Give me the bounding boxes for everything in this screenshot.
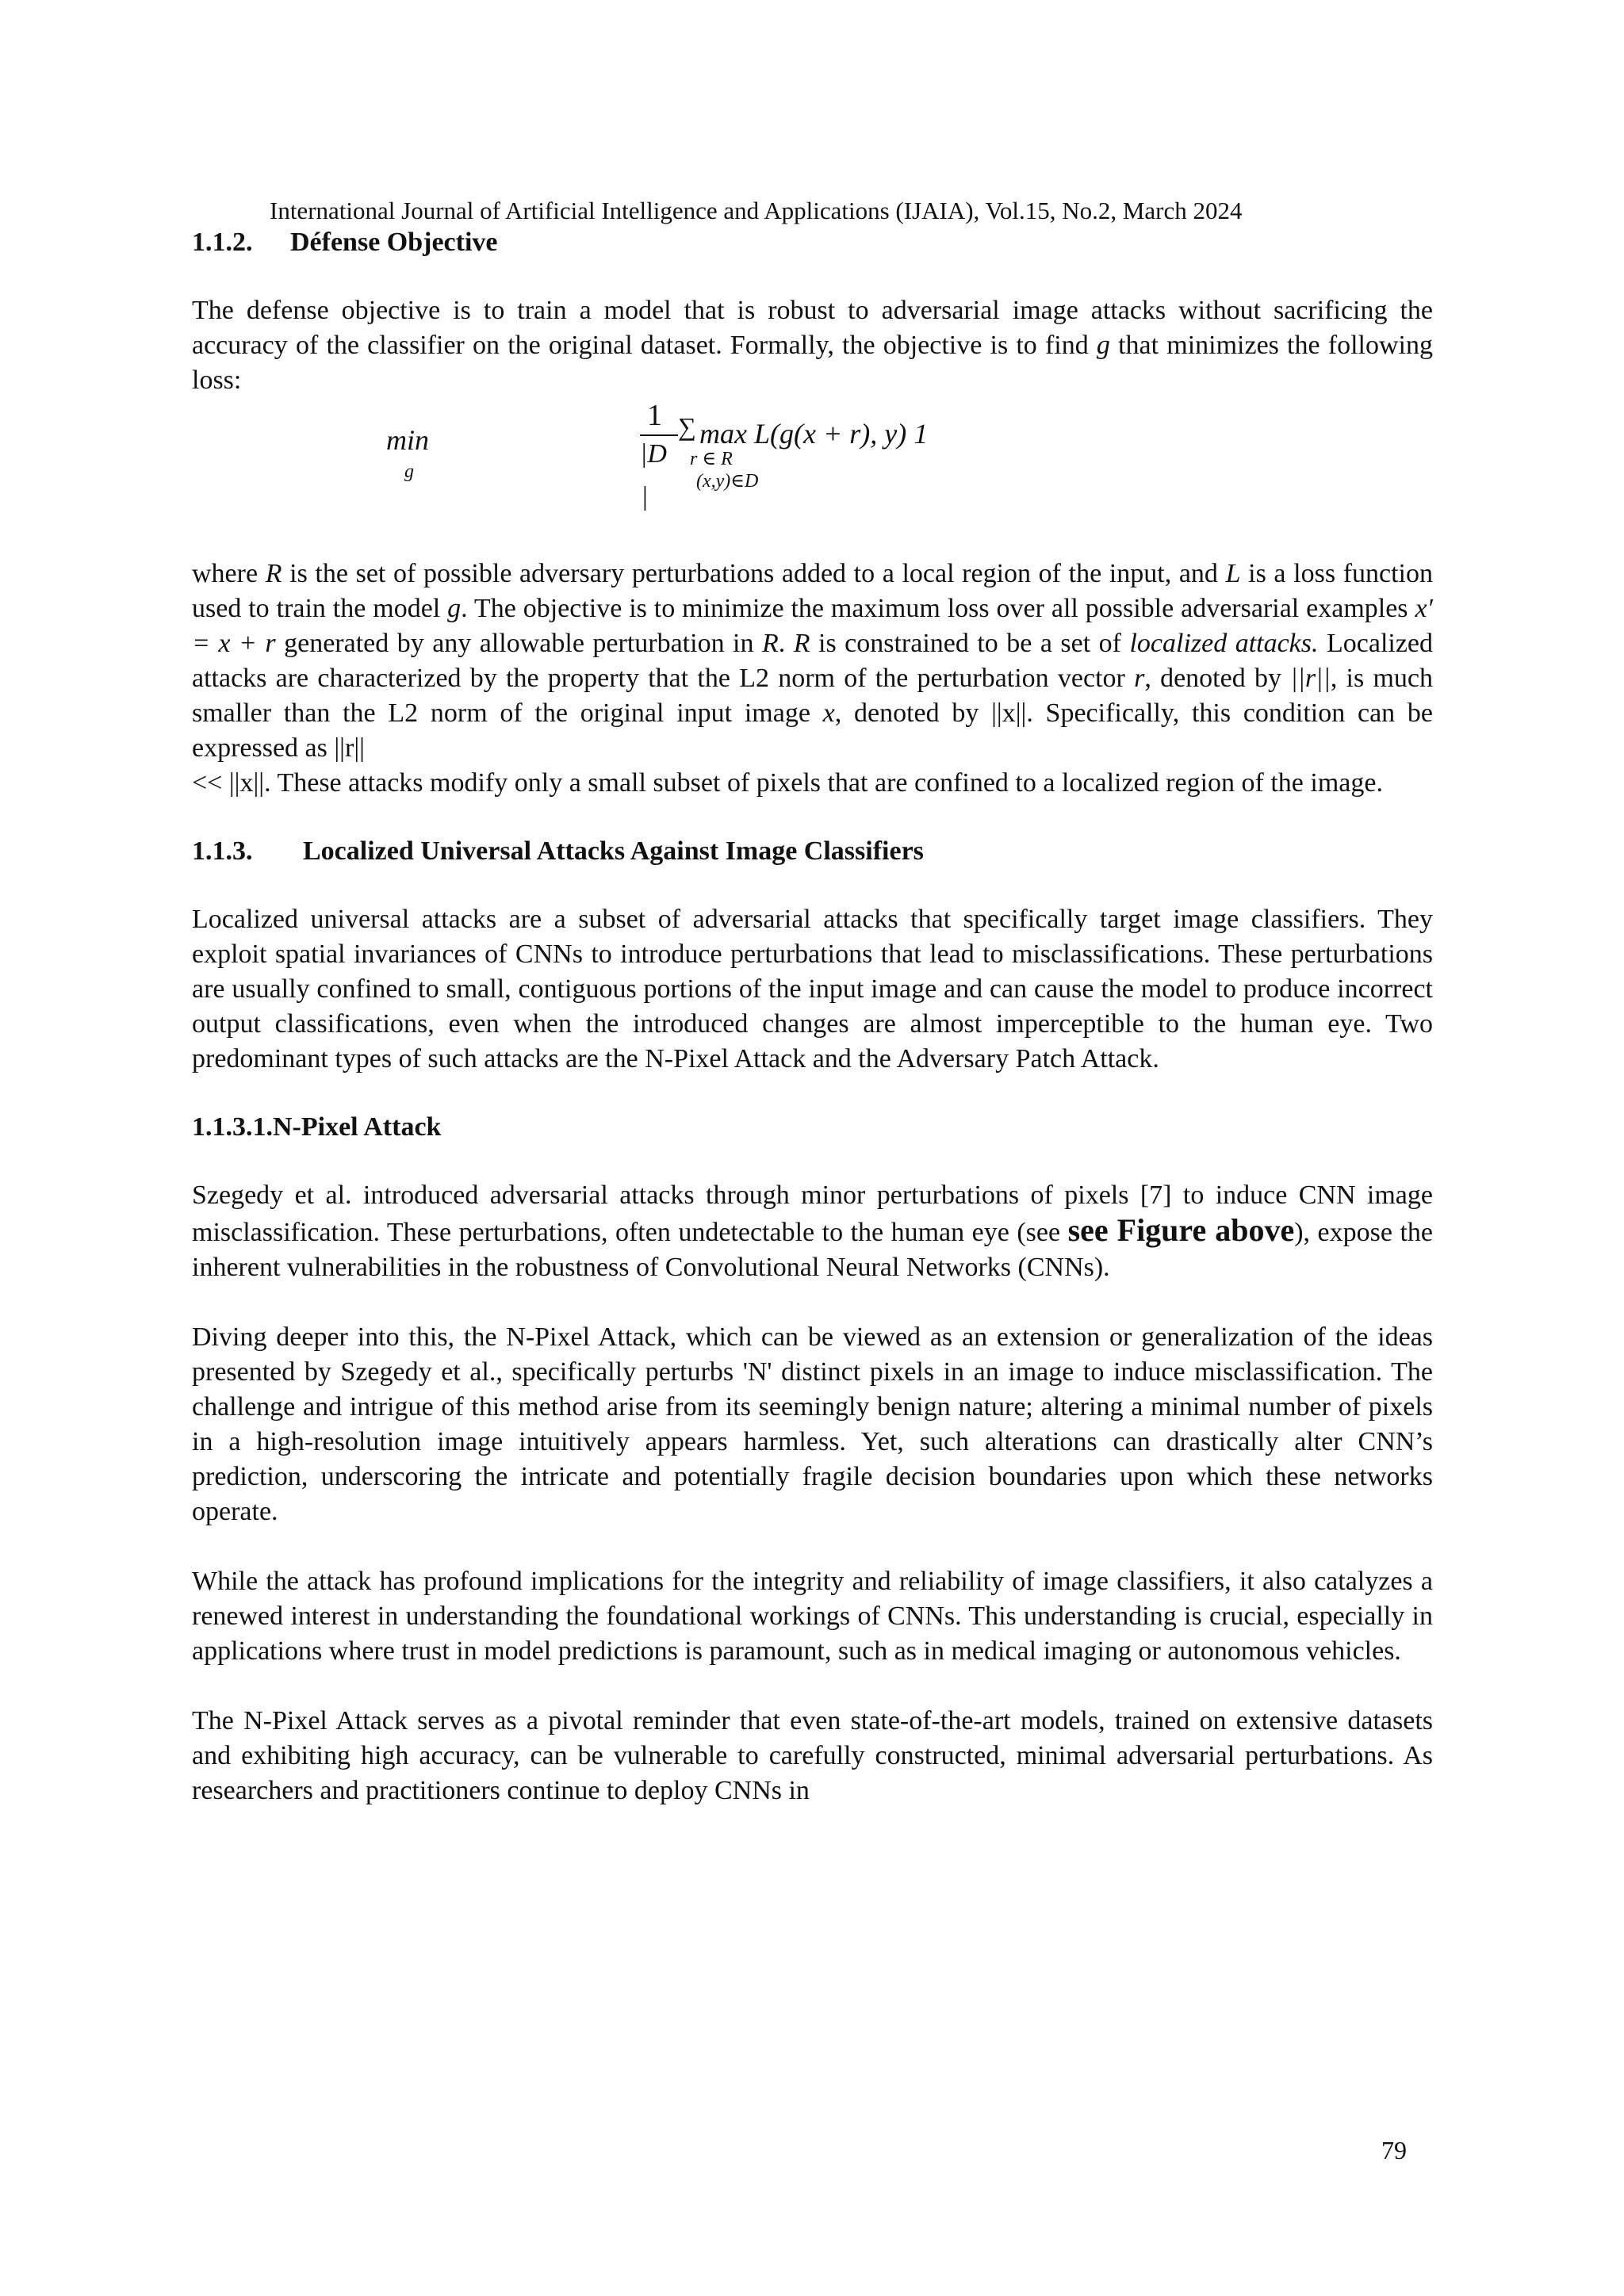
npixel-paragraph-4: The N-Pixel Attack serves as a pivotal reminder that even state-of-the-art models, trained on extensive datasets and exhibiting high accuracy, can be vulnerable to carefully constructed, minimal adversarial perturbations. As researchers and practitioners continue to deploy CNNs in xyxy=(192,1706,1433,1805)
page-number: 79 xyxy=(1381,2136,1407,2164)
defense-paragraph-2: where R is the set of possible adversary perturbations added to a local region of the input, and L is a loss function used to train the model g. The objective is to minimize the maximum loss over all possible adversarial examples x′ = x + r generated by any allowable perturbation in R. R is constrained to be a set of localized attacks. Localized attacks are characterized by the property that the L2 norm of the perturbation vector r, denoted by ||r||, is much smaller than the L2 norm of the original input image x, denoted by ||x||. Specifically, this condition can be expressed as ||r|| << ||x||. These attacks modify only a small subset of pixels that are confined to a localized region of the image. xyxy=(192,559,1434,798)
npixel-paragraph-2: Diving deeper into this, the N-Pixel Attack, which can be viewed as an extension or generalization of the ideas presented by Szegedy et al., specifically perturbs 'N' distinct pixels in an image to induce misclassification. The challenge and intrigue of this method arise from its seemingly benign nature; altering a minimal number of pixels in a high-resolution image intuitively appears harmless. Yet, such alterations can drastically alter CNN’s prediction, underscoring the intricate and potentially fragile decision boundaries upon which these networks operate. xyxy=(192,1322,1433,1526)
eq-min-sub: g xyxy=(404,461,414,482)
eq-sum-subscript-2: (x,y)∈D xyxy=(696,471,759,492)
localized-paragraph: Localized universal attacks are a subset of adversarial attacks that specifically target image classifiers. They exploit spatial invariances of CNNs to introduce perturbations that lead to misclassifications. These perturbations are usually confined to small, contiguous portions of the input image and can cause the model to produce incorrect output classifications, even when the introduced changes are almost imperceptible to the human eye. Two predominant types of such attacks are the N-Pixel Attack and the Adversary Patch Attack. xyxy=(192,905,1433,1073)
section-number: 1.1.2. xyxy=(192,228,253,257)
running-header: International Journal of Artificial Intelligence and Applications (IJAIA), Vol.15, No.2, March 2024 xyxy=(270,197,1243,224)
eq-frac-denominator: |D xyxy=(640,439,667,469)
section-heading-defense xyxy=(192,227,1433,258)
page-content xyxy=(192,227,1433,1808)
eq-frac-denominator-bar: | xyxy=(642,482,648,511)
npixel-paragraph-1: Szegedy et al. introduced adversarial attacks through minor perturbations of pixels [7] to induce CNN image misclassification. These perturbations, often undetectable to the human eye (see see Figure above), expose the inherent vulnerabilities in the robustness of Convolutional Neural Networks (CNNs). xyxy=(192,1181,1433,1282)
section-number: 1.1.3. xyxy=(192,836,253,866)
eq-expression: max L(g(x + r), y) 1 xyxy=(699,418,929,450)
text-run: that minimizes the following loss: xyxy=(192,331,1433,395)
text-run: The defense objective is to train a model that is robust to adversarial image attacks without sacrificing the accuracy of the classifier on the original dataset. Formally, the objective is to find xyxy=(192,296,1433,360)
eq-fraction-bar xyxy=(640,434,678,436)
section-title: Défense Objective xyxy=(290,228,498,257)
math-var: g xyxy=(1096,331,1110,360)
defense-paragraph-1 xyxy=(192,293,1433,398)
subsection-heading-npixel: 1.1.3.1.N-Pixel Attack xyxy=(192,1112,442,1142)
section-title: Localized Universal Attacks Against Image Classifiers xyxy=(303,836,924,866)
figure-reference: see Figure above xyxy=(1067,1212,1295,1248)
loss-equation xyxy=(192,398,1433,557)
npixel-paragraph-3: While the attack has profound implications for the integrity and reliability of image classifiers, it also catalyzes a renewed interest in understanding the foundational workings of CNNs. This understanding is crucial, especially in applications where trust in model predictions is paramount, such as in medical imaging or autonomous vehicles. xyxy=(192,1567,1433,1666)
eq-sum-symbol: ∑ xyxy=(678,412,696,441)
section-heading-localized xyxy=(192,836,1433,867)
eq-min: min xyxy=(386,424,429,456)
eq-frac-numerator: 1 xyxy=(647,399,662,432)
eq-sum-subscript-1: r ∈ R xyxy=(690,449,733,469)
